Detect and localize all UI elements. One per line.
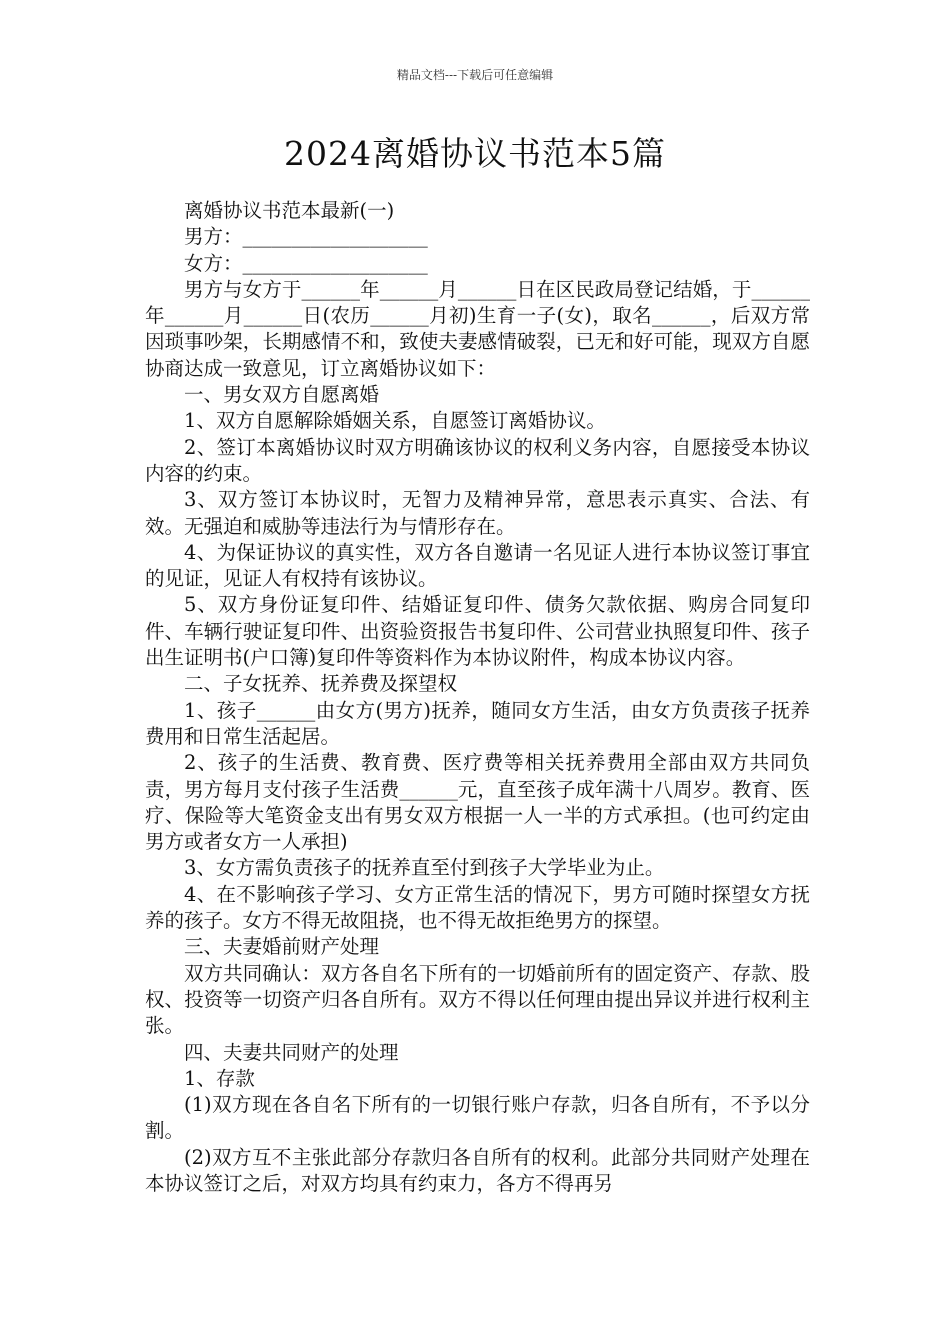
intro-paragraph: 男方与女方于______年______月______日在区民政局登记结婚，于______年______月______日(农历______月初)生育一子(女)，取名______，后双方常因琐事吵架，长期感情不和，致使夫妻感情破裂，已无和好可能，现双方自愿协商达成一致意见，订立离婚协议如下： xyxy=(145,277,810,380)
clause-1-3: 3、双方签订本协议时，无智力及精神异常，意思表示真实、合法、有效。无强迫和威胁等违法行为与情形存在。 xyxy=(145,488,810,538)
subsection-deposit: 1、存款 xyxy=(184,1066,255,1090)
clause-4-1-2: (2)双方互不主张此部分存款归各自所有的权利。此部分共同财产处理在本协议签订之后，对双方均具有约束力，各方不得再另 xyxy=(145,1145,810,1195)
clause-3-1: 双方共同确认：双方各自名下所有的一切婚前所有的固定资产、存款、股权、投资等一切资产归各自所有。双方不得以任何理由提出异议并进行权利主张。 xyxy=(145,961,810,1038)
section-heading-4: 四、夫妻共同财产的处理 xyxy=(184,1040,399,1064)
clause-1-2: 2、签订本离婚协议时双方明确该协议的权利义务内容，自愿接受本协议内容的约束。 xyxy=(145,435,810,485)
page-header: 精品文档---下载后可任意编辑 xyxy=(396,68,554,82)
clause-1-4: 4、为保证协议的真实性，双方各自邀请一名见证人进行本协议签订事宜的见证，见证人有权持有该协议。 xyxy=(145,540,810,591)
clause-4-1-1: (1)双方现在各自名下所有的一切银行账户存款，归各自所有，不予以分割。 xyxy=(145,1093,810,1143)
female-party-line: 女方：___________________ xyxy=(184,251,428,275)
clause-1-1: 1、双方自愿解除婚姻关系，自愿签订离婚协议。 xyxy=(184,409,606,433)
clause-1-5: 5、双方身份证复印件、结婚证复印件、债务欠款依据、购房合同复印件、车辆行驶证复印件、出资验资报告书复印件、公司营业执照复印件、孩子出生证明书(户口簿)复印件等资料作为本协议附件，构成本协议内容。 xyxy=(145,593,810,670)
section-heading-1: 一、男女双方自愿离婚 xyxy=(184,383,380,407)
clause-2-4: 4、在不影响孩子学习、女方正常生活的情况下，男方可随时探望女方抚养的孩子。女方不得无故阻挠，也不得无故拒绝男方的探望。 xyxy=(145,882,810,933)
document-body xyxy=(145,198,810,1197)
male-party-line: 男方：___________________ xyxy=(184,225,428,249)
clause-2-2: 2、孩子的生活费、教育费、医疗费等相关抚养费用全部由双方共同负责，男方每月支付孩子生活费______元，直至孩子成年满十八周岁。教育、医疗、保险等大笔资金支出有男女双方根据一人一半的方式承担。(也可约定由男方或者女方一人承担) xyxy=(145,751,810,854)
section-heading-2: 二、子女抚养、抚养费及探望权 xyxy=(184,672,458,696)
clause-2-1: 1、孩子______由女方(男方)抚养，随同女方生活，由女方负责孩子抚养费用和日常生活起居。 xyxy=(145,698,810,748)
clause-2-3: 3、女方需负责孩子的抚养直至付到孩子大学毕业为止。 xyxy=(184,856,665,880)
section-heading-3: 三、夫妻婚前财产处理 xyxy=(184,935,380,959)
document-title: 2024离婚协议书范本5篇 xyxy=(284,134,666,173)
section-subtitle: 离婚协议书范本最新(一) xyxy=(184,199,395,222)
